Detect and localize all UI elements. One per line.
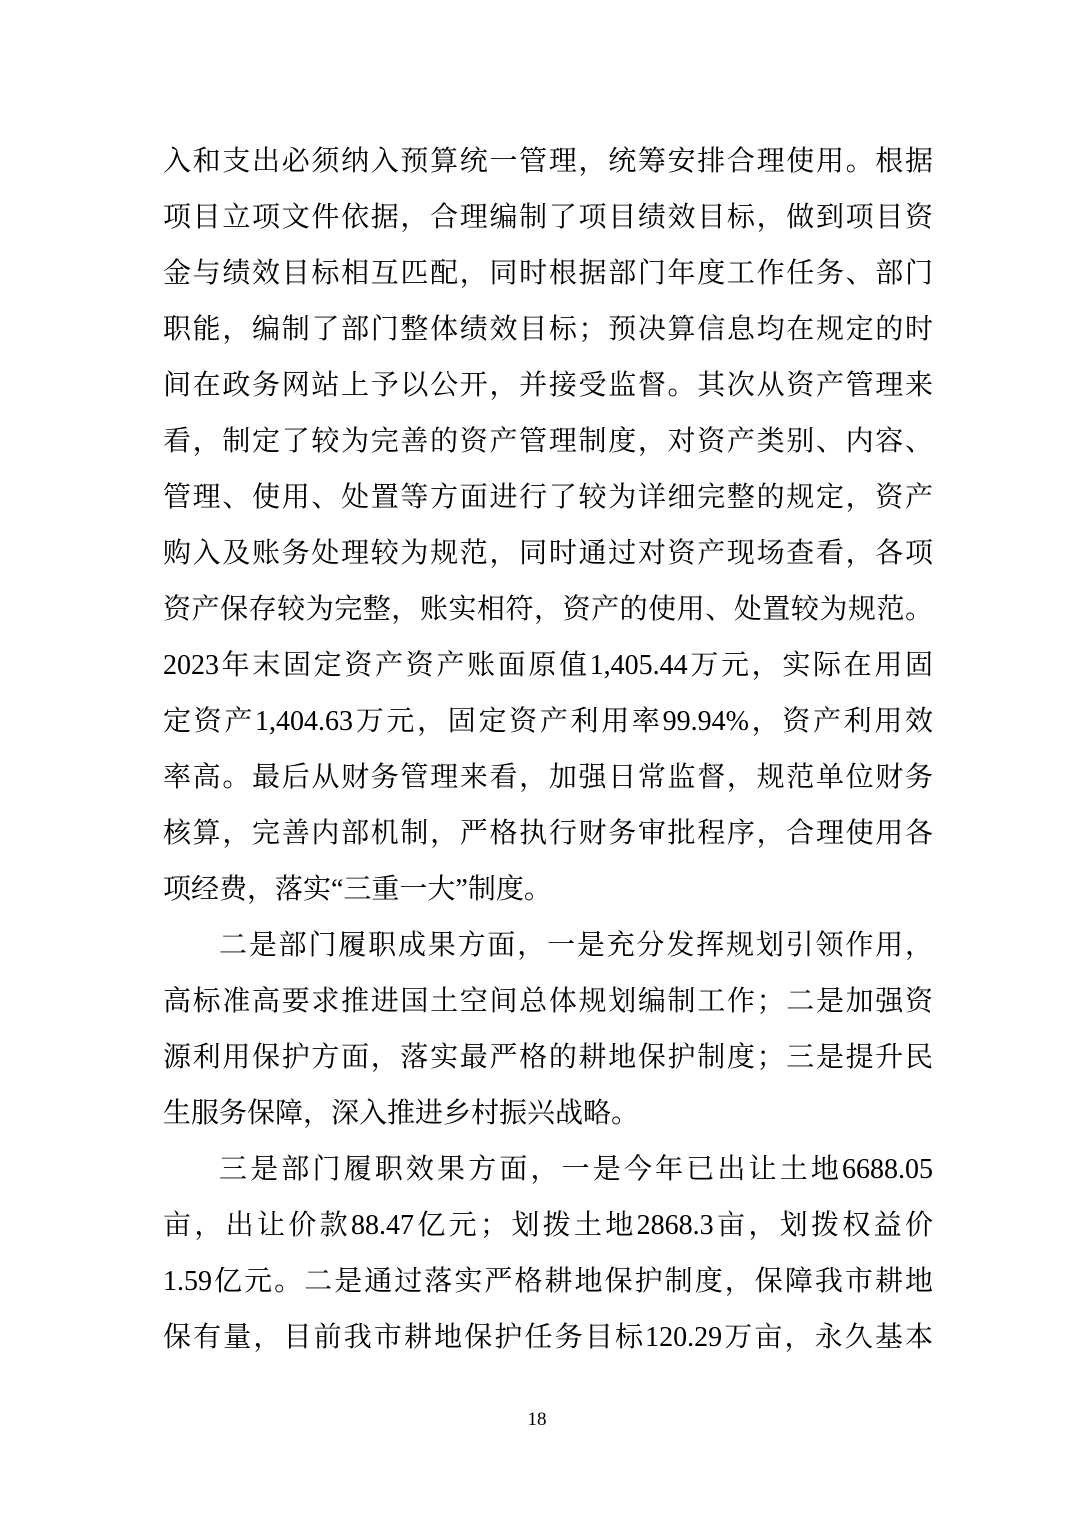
text-line: 项目立项文件依据，合理编制了项目绩效目标，做到项目资 xyxy=(163,202,933,233)
text-line: 2023年末固定资产资产账面原值1,405.44万元，实际在用固 xyxy=(163,650,933,681)
text-line: 定资产1,404.63万元，固定资产利用率99.94%，资产利用效 xyxy=(163,706,933,737)
text-line: 率高。最后从财务管理来看，加强日常监督，规范单位财务 xyxy=(163,762,933,793)
text-line: 金与绩效目标相互匹配，同时根据部门年度工作任务、部门 xyxy=(163,258,933,289)
text-line: 看，制定了较为完善的资产管理制度，对资产类别、内容、 xyxy=(163,426,933,457)
text-line: 保有量，目前我市耕地保护任务目标120.29万亩，永久基本 xyxy=(163,1322,933,1353)
text-line: 间在政务网站上予以公开，并接受监督。其次从资产管理来 xyxy=(163,370,933,401)
text-line: 管理、使用、处置等方面进行了较为详细完整的规定，资产 xyxy=(163,482,933,513)
text-line-paragraph-end: 项经费，落实“三重一大”制度。 xyxy=(163,874,552,905)
text-line: 1.59亿元。二是通过落实严格耕地保护制度，保障我市耕地 xyxy=(163,1266,933,1297)
text-line: 入和支出必须纳入预算统一管理，统筹安排合理使用。根据 xyxy=(163,146,933,177)
text-line: 职能，编制了部门整体绩效目标；预决算信息均在规定的时 xyxy=(163,314,933,345)
text-line-paragraph-start: 二是部门履职成果方面，一是充分发挥规划引领作用， xyxy=(219,930,933,961)
document-body-text xyxy=(163,134,933,1366)
text-line: 资产保存较为完整，账实相符，资产的使用、处置较为规范。 xyxy=(163,594,933,625)
text-line: 高标准高要求推进国土空间总体规划编制工作；二是加强资 xyxy=(163,986,933,1017)
text-line: 源利用保护方面，落实最严格的耕地保护制度；三是提升民 xyxy=(163,1042,933,1073)
text-line: 购入及账务处理较为规范，同时通过对资产现场查看，各项 xyxy=(163,538,933,569)
text-line: 亩，出让价款88.47亿元；划拨土地2868.3亩，划拨权益价 xyxy=(163,1210,933,1241)
text-line-paragraph-end: 生服务保障，深入推进乡村振兴战略。 xyxy=(163,1098,640,1129)
page-number: 18 xyxy=(527,1409,547,1430)
text-line-paragraph-start: 三是部门履职效果方面，一是今年已出让土地6688.05 xyxy=(219,1154,933,1185)
text-line: 核算，完善内部机制，严格执行财务审批程序，合理使用各 xyxy=(163,818,933,849)
